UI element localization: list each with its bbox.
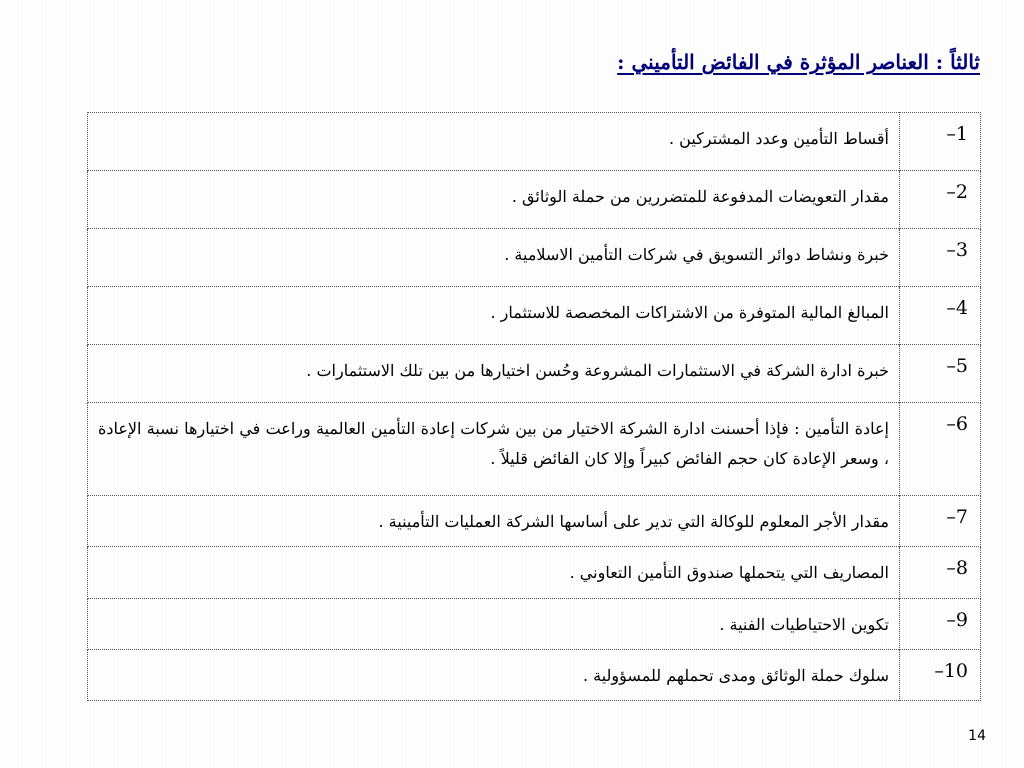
factors-table-container	[87, 112, 981, 701]
row-text: خبرة ونشاط دوائر التسويق في شركات التأمين الاسلامية .	[88, 229, 900, 287]
row-text: المصاريف التي يتحملها صندوق التأمين التعاوني .	[88, 547, 900, 599]
row-text: تكوين الاحتياطيات الفنية .	[88, 599, 900, 650]
row-text: إعادة التأمين : فإذا أحسنت ادارة الشركة الاختيار من بين شركات إعادة التأمين العالمية وراعت في اختيارها نسبة الإعادة ، وسعر الإعادة كان حجم الفائض كبيراً وإلا كان الفائض قليلاً .	[88, 403, 900, 496]
row-number: 9–	[900, 599, 981, 650]
row-text: المبالغ المالية المتوفرة من الاشتراكات المخصصة للاستثمار .	[88, 287, 900, 345]
row-number: 10–	[900, 650, 981, 701]
row-number: 8–	[900, 547, 981, 599]
table-row	[88, 171, 981, 229]
table-row	[88, 650, 981, 701]
factors-table	[87, 112, 981, 701]
row-text: سلوك حملة الوثائق ومدى تحملهم للمسؤولية .	[88, 650, 900, 701]
table-row	[88, 496, 981, 547]
row-text: خبرة ادارة الشركة في الاستثمارات المشروعة وحُسن اختيارها من بين تلك الاستثمارات .	[88, 345, 900, 403]
row-number: 4–	[900, 287, 981, 345]
page-number: 14	[968, 728, 986, 744]
row-text: مقدار التعويضات المدفوعة للمتضررين من حملة الوثائق .	[88, 171, 900, 229]
row-number: 2–	[900, 171, 981, 229]
table-row	[88, 345, 981, 403]
row-number: 3–	[900, 229, 981, 287]
table-row	[88, 113, 981, 171]
row-number: 1–	[900, 113, 981, 171]
row-text: مقدار الأجر المعلوم للوكالة التي تدير على أساسها الشركة العمليات التأمينية .	[88, 496, 900, 547]
table-row	[88, 287, 981, 345]
table-row	[88, 547, 981, 599]
table-row	[88, 403, 981, 496]
slide-title: ثالثاً : العناصر المؤثرة في الفائض التأميني :	[617, 50, 980, 74]
table-row	[88, 599, 981, 650]
row-number: 6–	[900, 403, 981, 496]
row-number: 5–	[900, 345, 981, 403]
row-text: أقساط التأمين وعدد المشتركين .	[88, 113, 900, 171]
row-number: 7–	[900, 496, 981, 547]
table-row	[88, 229, 981, 287]
